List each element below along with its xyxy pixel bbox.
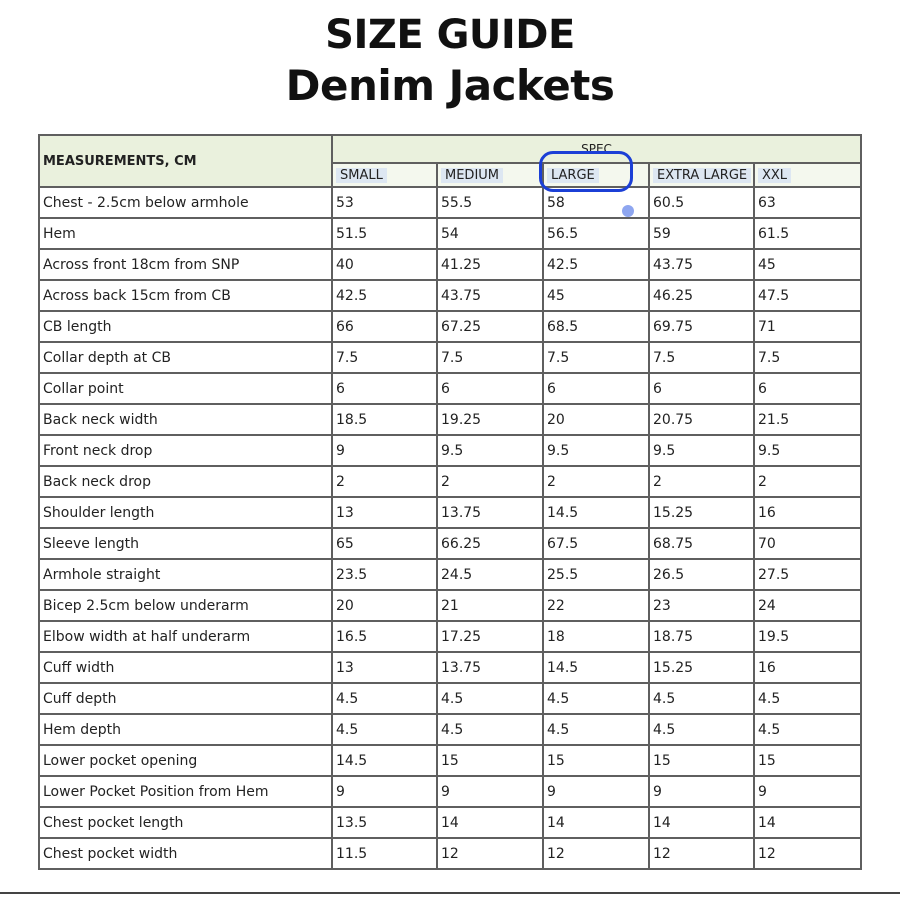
value-cell: 15 (649, 745, 754, 776)
value-cell: 16 (754, 652, 861, 683)
value-cell: 9.5 (437, 435, 543, 466)
value-cell: 13 (332, 497, 437, 528)
value-cell: 12 (437, 838, 543, 869)
table-row (39, 838, 861, 869)
value-cell: 9 (332, 435, 437, 466)
value-cell: 13.5 (332, 807, 437, 838)
value-cell: 20 (332, 590, 437, 621)
value-cell: 4.5 (649, 683, 754, 714)
value-cell: 51.5 (332, 218, 437, 249)
value-cell: 63 (754, 187, 861, 218)
value-cell: 60.5 (649, 187, 754, 218)
value-cell: 9 (543, 776, 649, 807)
value-cell: 4.5 (754, 683, 861, 714)
table-row (39, 621, 861, 652)
value-cell: 70 (754, 528, 861, 559)
value-cell: 2 (649, 466, 754, 497)
table-row (39, 714, 861, 745)
value-cell: 14 (754, 807, 861, 838)
value-cell: 15 (754, 745, 861, 776)
value-cell: 25.5 (543, 559, 649, 590)
value-cell: 71 (754, 311, 861, 342)
value-cell: 43.75 (649, 249, 754, 280)
row-label: Collar depth at CB (39, 342, 332, 373)
value-cell: 16 (754, 497, 861, 528)
value-cell: 56.5 (543, 218, 649, 249)
value-cell: 16.5 (332, 621, 437, 652)
size-header-xxl (754, 163, 861, 187)
value-cell: 66.25 (437, 528, 543, 559)
value-cell: 7.5 (754, 342, 861, 373)
value-cell: 69.75 (649, 311, 754, 342)
table-row (39, 466, 861, 497)
value-cell: 4.5 (543, 683, 649, 714)
value-cell: 45 (754, 249, 861, 280)
row-label: Armhole straight (39, 559, 332, 590)
value-cell: 14.5 (543, 652, 649, 683)
row-label: Shoulder length (39, 497, 332, 528)
value-cell: 4.5 (649, 714, 754, 745)
value-cell: 40 (332, 249, 437, 280)
value-cell: 2 (754, 466, 861, 497)
value-cell: 6 (543, 373, 649, 404)
row-label: Chest - 2.5cm below armhole (39, 187, 332, 218)
measurements-header: MEASUREMENTS, CM (39, 135, 332, 187)
row-label: Collar point (39, 373, 332, 404)
size-header-extra-large (649, 163, 754, 187)
row-label: Chest pocket width (39, 838, 332, 869)
value-cell: 19.5 (754, 621, 861, 652)
value-cell: 2 (543, 466, 649, 497)
value-cell: 43.75 (437, 280, 543, 311)
value-cell: 14 (437, 807, 543, 838)
value-cell: 66 (332, 311, 437, 342)
value-cell: 27.5 (754, 559, 861, 590)
row-label: Chest pocket length (39, 807, 332, 838)
size-header-label: MEDIUM (441, 168, 503, 183)
value-cell: 7.5 (437, 342, 543, 373)
value-cell: 4.5 (437, 683, 543, 714)
value-cell: 68.5 (543, 311, 649, 342)
value-cell: 4.5 (332, 683, 437, 714)
value-cell: 26.5 (649, 559, 754, 590)
value-cell: 7.5 (332, 342, 437, 373)
value-cell: 6 (332, 373, 437, 404)
table-row (39, 497, 861, 528)
size-header-label: LARGE (547, 168, 599, 183)
row-label: Sleeve length (39, 528, 332, 559)
value-cell: 65 (332, 528, 437, 559)
row-label: Elbow width at half underarm (39, 621, 332, 652)
table-row (39, 559, 861, 590)
size-header-label: EXTRA LARGE (653, 168, 751, 183)
row-label: CB length (39, 311, 332, 342)
row-label: Front neck drop (39, 435, 332, 466)
size-header-label: XXL (758, 168, 791, 183)
highlight-circle-large (539, 151, 633, 192)
value-cell: 67.25 (437, 311, 543, 342)
value-cell: 13.75 (437, 652, 543, 683)
table-row (39, 745, 861, 776)
table-row (39, 373, 861, 404)
value-cell: 14.5 (332, 745, 437, 776)
value-cell: 59 (649, 218, 754, 249)
row-label: Back neck drop (39, 466, 332, 497)
value-cell: 13.75 (437, 497, 543, 528)
value-cell: 9.5 (754, 435, 861, 466)
value-cell: 15.25 (649, 652, 754, 683)
value-cell: 12 (543, 838, 649, 869)
value-cell: 4.5 (437, 714, 543, 745)
value-cell: 20.75 (649, 404, 754, 435)
row-label: Hem depth (39, 714, 332, 745)
value-cell: 18 (543, 621, 649, 652)
value-cell: 4.5 (543, 714, 649, 745)
row-label: Back neck width (39, 404, 332, 435)
value-cell: 6 (754, 373, 861, 404)
table-row (39, 342, 861, 373)
value-cell: 4.5 (332, 714, 437, 745)
table-row (39, 528, 861, 559)
value-cell: 6 (437, 373, 543, 404)
value-cell: 15 (543, 745, 649, 776)
value-cell: 22 (543, 590, 649, 621)
value-cell: 21.5 (754, 404, 861, 435)
value-cell: 4.5 (754, 714, 861, 745)
value-cell: 54 (437, 218, 543, 249)
value-cell: 19.25 (437, 404, 543, 435)
table-row (39, 683, 861, 714)
value-cell: 15 (437, 745, 543, 776)
row-label: Lower pocket opening (39, 745, 332, 776)
value-cell: 68.75 (649, 528, 754, 559)
value-cell: 11.5 (332, 838, 437, 869)
value-cell: 17.25 (437, 621, 543, 652)
table-body (39, 187, 861, 869)
table-row (39, 807, 861, 838)
value-cell: 67.5 (543, 528, 649, 559)
value-cell: 9 (754, 776, 861, 807)
value-cell: 23.5 (332, 559, 437, 590)
value-cell: 14 (649, 807, 754, 838)
value-cell: 6 (649, 373, 754, 404)
value-cell: 53 (332, 187, 437, 218)
table-row (39, 311, 861, 342)
value-cell: 2 (332, 466, 437, 497)
size-guide-table (38, 134, 862, 870)
table-header (39, 135, 861, 187)
row-label: Bicep 2.5cm below underarm (39, 590, 332, 621)
table-row (39, 280, 861, 311)
table-row (39, 776, 861, 807)
value-cell: 18.75 (649, 621, 754, 652)
spec-header: SPEC (332, 135, 861, 163)
value-cell: 9.5 (649, 435, 754, 466)
row-label: Lower Pocket Position from Hem (39, 776, 332, 807)
page-subtitle: Denim Jackets (285, 61, 615, 110)
value-cell: 9 (437, 776, 543, 807)
value-cell: 23 (649, 590, 754, 621)
row-label: Hem (39, 218, 332, 249)
value-cell: 7.5 (543, 342, 649, 373)
size-header-label: SMALL (336, 168, 387, 183)
value-cell: 55.5 (437, 187, 543, 218)
row-label: Across back 15cm from CB (39, 280, 332, 311)
size-header-medium (437, 163, 543, 187)
value-cell: 46.25 (649, 280, 754, 311)
value-cell: 14.5 (543, 497, 649, 528)
table-row (39, 404, 861, 435)
table-row (39, 218, 861, 249)
value-cell: 7.5 (649, 342, 754, 373)
row-label: Cuff width (39, 652, 332, 683)
value-cell: 24 (754, 590, 861, 621)
row-label: Cuff depth (39, 683, 332, 714)
value-cell: 14 (543, 807, 649, 838)
value-cell: 42.5 (332, 280, 437, 311)
value-cell: 9.5 (543, 435, 649, 466)
touch-dot (622, 205, 634, 217)
value-cell: 9 (649, 776, 754, 807)
bottom-divider (0, 892, 900, 894)
value-cell: 42.5 (543, 249, 649, 280)
page-title: SIZE GUIDE (325, 12, 575, 58)
value-cell: 45 (543, 280, 649, 311)
value-cell: 2 (437, 466, 543, 497)
value-cell: 18.5 (332, 404, 437, 435)
value-cell: 20 (543, 404, 649, 435)
value-cell: 15.25 (649, 497, 754, 528)
value-cell: 21 (437, 590, 543, 621)
value-cell: 13 (332, 652, 437, 683)
value-cell: 58 (543, 187, 649, 218)
value-cell: 41.25 (437, 249, 543, 280)
value-cell: 47.5 (754, 280, 861, 311)
value-cell: 24.5 (437, 559, 543, 590)
table-row (39, 652, 861, 683)
value-cell: 61.5 (754, 218, 861, 249)
table-row (39, 435, 861, 466)
table-row (39, 249, 861, 280)
table-row (39, 590, 861, 621)
size-header-small (332, 163, 437, 187)
value-cell: 12 (754, 838, 861, 869)
title-block (0, 10, 900, 112)
row-label: Across front 18cm from SNP (39, 249, 332, 280)
value-cell: 12 (649, 838, 754, 869)
value-cell: 9 (332, 776, 437, 807)
table-row (39, 187, 861, 218)
